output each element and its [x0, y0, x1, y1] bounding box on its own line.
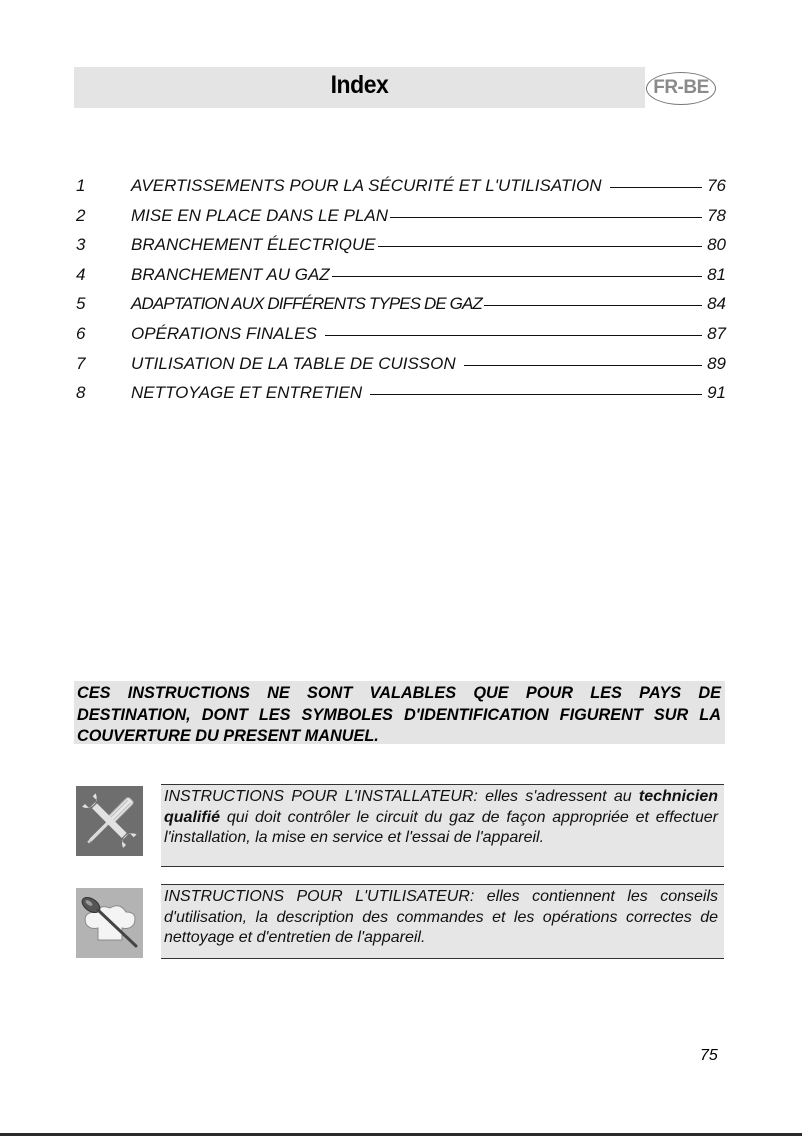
toc-title: MISE EN PLACE DANS LE PLAN — [131, 205, 388, 225]
toc-entry[interactable] — [76, 354, 726, 384]
toc-leader-line — [390, 217, 702, 218]
qualified-technician-label: technicien qualifié — [164, 788, 718, 826]
header-bar — [74, 67, 645, 108]
toc-entry[interactable] — [76, 294, 726, 324]
toc-entry[interactable] — [76, 235, 726, 265]
toc-entry[interactable] — [76, 383, 726, 413]
toc-number: 3 — [76, 235, 86, 255]
installer-instructions — [161, 784, 724, 867]
toc-number: 2 — [76, 205, 86, 225]
toc-page: 84 — [707, 294, 726, 314]
toc-leader-line — [370, 394, 702, 395]
user-instructions: INSTRUCTIONS POUR L'UTILISATEUR: elles contiennent les conseils d'utilisation, la description des commandes et les opérations correctes de nettoyage et d'entretien de l'appareil. — [161, 884, 724, 959]
page-title: Index — [330, 71, 389, 99]
toc-title: OPÉRATIONS FINALES — [131, 323, 317, 343]
toc-entry[interactable] — [76, 324, 726, 354]
country-notice: CES INSTRUCTIONS NE SONT VALABLES QUE POUR LES PAYS DE DESTINATION, DONT LES SYMBOLES D'IDENTIFICATION FIGURENT SUR LA COUVERTURE DU PRESENT MANUEL. — [74, 681, 725, 744]
page-number: 75 — [700, 1047, 718, 1064]
toc-page: 78 — [707, 205, 726, 225]
toc-title: UTILISATION DE LA TABLE DE CUISSON — [131, 353, 456, 373]
toc-number: 5 — [76, 294, 86, 314]
toc-page: 76 — [707, 176, 726, 195]
toc-number: 6 — [76, 323, 86, 343]
installer-text-start: INSTRUCTIONS POUR L'INSTALLATEUR: elles s'adressent au — [164, 788, 639, 805]
toc-title: ADAPTATION AUX DIFFÉRENTS TYPES DE GAZ — [131, 294, 482, 314]
toc-entry[interactable] — [76, 265, 726, 295]
toc-leader-line — [610, 187, 702, 188]
installer-text-end: qui doit contrôler le circuit du gaz de façon appropriée et effectuer l'installation, la mise en service et l'essai de l'appareil. — [164, 808, 718, 846]
toc-leader-line — [378, 246, 702, 247]
toc-title: BRANCHEMENT ÉLECTRIQUE — [131, 235, 376, 255]
toc-number: 4 — [76, 264, 86, 284]
toc-leader-line — [332, 276, 702, 277]
toc-page: 81 — [707, 264, 726, 284]
toc-page: 91 — [707, 383, 726, 403]
toc-title: BRANCHEMENT AU GAZ — [131, 264, 330, 284]
country-badge: FR-BE — [646, 72, 716, 105]
toc-leader-line — [464, 365, 702, 366]
toc-leader-line — [325, 335, 702, 336]
toc-page: 89 — [707, 353, 726, 373]
toc-number: 7 — [76, 353, 86, 373]
toc-title: AVERTISSEMENTS POUR LA SÉCURITÉ ET L'UTILISATION — [131, 176, 602, 195]
toc-entry[interactable] — [76, 206, 726, 236]
toc-page: 87 — [707, 323, 726, 343]
table-of-contents — [76, 176, 726, 413]
toc-title: NETTOYAGE ET ENTRETIEN — [131, 383, 363, 403]
toc-leader-line — [484, 305, 702, 306]
spoon-chef-hat-icon — [76, 888, 143, 958]
toc-page: 80 — [707, 235, 726, 255]
toc-number: 1 — [76, 176, 86, 195]
wrench-screwdriver-icon — [76, 786, 143, 856]
toc-number: 8 — [76, 383, 86, 403]
toc-entry[interactable] — [76, 176, 726, 206]
